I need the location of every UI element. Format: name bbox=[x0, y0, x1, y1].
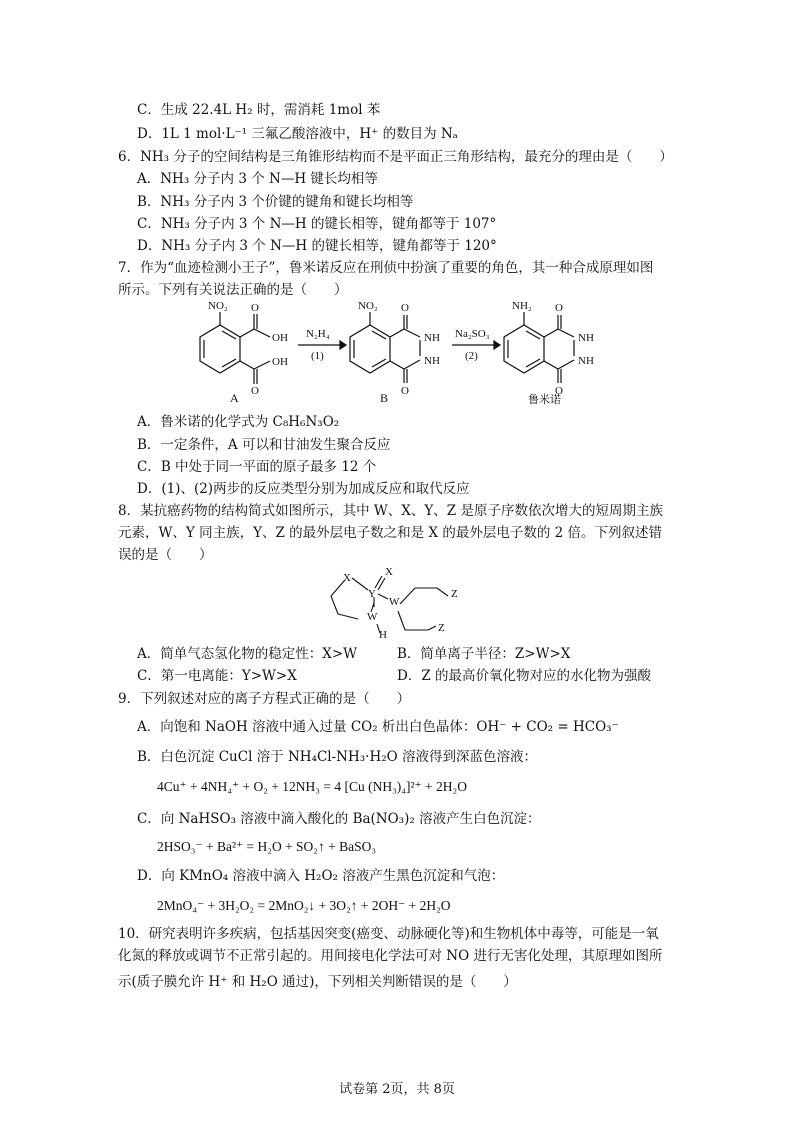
q8-stem-line2: 元素，W、Y 同主族，Y、Z 的最外层电子数之和是 X 的最外层电子数的 2 倍。下列叙述错 bbox=[118, 525, 663, 541]
b-nh-bottom: NH bbox=[424, 355, 440, 367]
fig-z-top: Z bbox=[451, 588, 458, 600]
q8-option-a: A．简单气态氢化物的稳定性：X>W bbox=[137, 646, 358, 662]
q9-option-a: A．向饱和 NaOH 溶液中通入过量 CO₂ 析出白色晶体：OH⁻ + CO₂ = HCO₃⁻ bbox=[137, 719, 619, 735]
b-o-top: O bbox=[401, 302, 409, 314]
q9-stem: 9．下列叙述对应的离子方程式正确的是（ ） bbox=[118, 691, 411, 707]
a-oh-bottom: OH bbox=[272, 356, 288, 368]
q7-option-a: A．鲁米诺的化学式为 C₈H₆N₃O₂ bbox=[137, 414, 340, 430]
fig-x-ring: X bbox=[343, 572, 351, 584]
q7-option-c: C．B 中处于同一平面的原子最多 12 个 bbox=[137, 459, 377, 475]
q6-option-c: C．NH₃ 分子内 3 个 N—H 的键长相等，键角都等于 107° bbox=[137, 216, 497, 232]
fig-y: Y bbox=[368, 588, 376, 600]
q5-option-d: D．1L 1 mol·L⁻¹ 三氟乙酸溶液中，H⁺ 的数目为 Nₐ bbox=[137, 126, 458, 142]
q10-stem-line2: 化氮的释放或调节不正常引起的。用间接电化学法可对 NO 进行无害化处理，其原理如图所 bbox=[118, 948, 663, 964]
label-b: B bbox=[380, 391, 389, 405]
a-oh-top: OH bbox=[272, 332, 288, 344]
luminol-o-top: O bbox=[555, 302, 563, 314]
q8-option-b: B．简单离子半径：Z>W>X bbox=[397, 646, 571, 662]
b-nh-top: NH bbox=[424, 332, 440, 344]
q9-equation-b: 4Cu⁺ + 4NH₄⁺ + O₂ + 12NH₃ = 4 [Cu (NH₃)₄]²⁺ + 2H₂O bbox=[157, 779, 467, 794]
q7-stem-line1: 7．作为“血迹检测小王子”，鲁米诺反应在刑侦中扮演了重要的角色，其一种合成原理如图 bbox=[118, 260, 654, 276]
b-no2-label: NO₂ bbox=[358, 300, 378, 312]
q6-option-b: B．NH₃ 分子内 3 个价键的键角和键长均相等 bbox=[137, 194, 414, 210]
label-luminol: 鲁米诺 bbox=[528, 393, 561, 406]
luminol-o-bottom: O bbox=[555, 385, 563, 397]
fig-w-chain: W bbox=[389, 596, 400, 608]
q9-option-c: C．向 NaHSO₃ 溶液中滴入酸化的 Ba(NO₃)₂ 溶液产生白色沉淀： bbox=[137, 811, 541, 827]
label-a: A bbox=[230, 391, 239, 405]
q6-option-d: D．NH₃ 分子内 3 个 N—H 的键长相等，键角都等于 120° bbox=[137, 238, 497, 254]
reagent-1: N₂H₄ bbox=[306, 328, 330, 340]
luminol-nh2-label: NH₂ bbox=[512, 300, 532, 312]
q8-stem-line1: 8．某抗癌药物的结构简式如图所示，其中 W、X、Y、Z 是原子序数依次增大的短周期主族 bbox=[118, 503, 663, 519]
q6-option-a: A．NH₃ 分子内 3 个 N—H 键长均相等 bbox=[137, 171, 378, 187]
q9-option-d: D．向 KMnO₄ 溶液中滴入 H₂O₂ 溶液产生黑色沉淀和气泡： bbox=[137, 868, 505, 884]
q10-stem-line1: 10．研究表明许多疾病，包括基因突变(癌变、动脉硬化等)和生物机体中毒等，可能是一氧 bbox=[118, 926, 659, 942]
a-no2-label: NO₂ bbox=[208, 300, 228, 312]
fig-z-bottom: Z bbox=[438, 622, 445, 634]
q8-option-c: C．第一电离能：Y>W>X bbox=[137, 668, 297, 684]
b-o-bottom: O bbox=[401, 385, 409, 397]
fig-w-ring: W bbox=[367, 611, 378, 623]
reagent-2: Na₂SO₃ bbox=[455, 328, 490, 340]
page-footer: 试卷第 2页，共 8页 bbox=[339, 1082, 455, 1097]
q7-option-b: B．一定条件，A 可以和甘油发生聚合反应 bbox=[137, 437, 391, 453]
q9-equation-c: 2HSO₃⁻ + Ba²⁺ = H₂O + SO₂↑ + BaSO₃ bbox=[157, 839, 377, 854]
luminol-nh-bottom: NH bbox=[578, 355, 594, 367]
a-o-bottom: O bbox=[251, 385, 259, 397]
step-2: (2) bbox=[465, 350, 478, 362]
fig-h: H bbox=[379, 629, 387, 641]
q9-option-b: B．白色沉淀 CuCl 溶于 NH₄Cl-NH₃·H₂O 溶液得到深蓝色溶液： bbox=[137, 749, 538, 765]
fig-x-top: X bbox=[385, 566, 393, 578]
q5-option-c: C．生成 22.4L H₂ 时，需消耗 1mol 苯 bbox=[137, 102, 381, 118]
luminol-nh-top: NH bbox=[578, 332, 594, 344]
q7-option-d: D．(1)、(2)两步的反应类型分别为加成反应和取代反应 bbox=[137, 481, 470, 497]
q8-option-d: D．Z 的最高价氧化物对应的水化物为强酸 bbox=[397, 668, 651, 684]
a-o-top: O bbox=[251, 302, 259, 314]
q9-equation-d: 2MnO₄⁻ + 3H₂O₂ = 2MnO₂↓ + 3O₂↑ + 2OH⁻ + 2H₂O bbox=[157, 898, 451, 913]
q8-stem-line3: 误的是（ ） bbox=[118, 547, 213, 563]
q6-stem: 6．NH₃ 分子的空间结构是三角锥形结构而不是平面正三角形结构，最充分的理由是（ ） bbox=[118, 149, 673, 165]
q7-stem-line2: 所示。下列有关说法正确的是（ ） bbox=[118, 282, 348, 298]
q10-stem-line3: 示(质子膜允许 H⁺ 和 H₂O 通过)，下列相关判断错误的是（ ） bbox=[118, 974, 517, 990]
step-1: (1) bbox=[311, 350, 324, 362]
